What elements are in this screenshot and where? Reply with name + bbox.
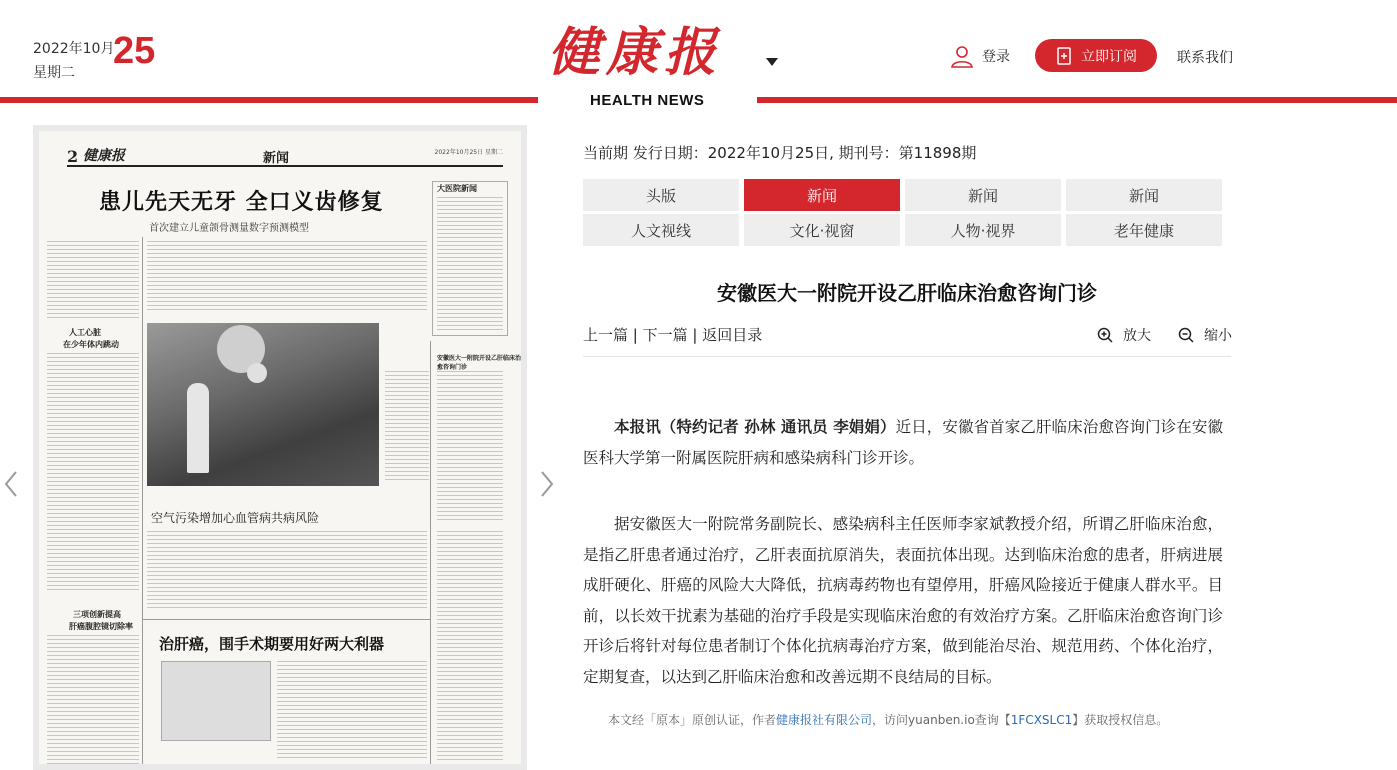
- tab-humanities[interactable]: 人文视线: [583, 214, 739, 246]
- paper-side-head1b: 在少年体内跳动: [63, 340, 119, 349]
- photo-balloon: [247, 363, 267, 383]
- newspaper-page: [39, 131, 521, 764]
- paper-date: 2022年10月25日 星期二: [434, 149, 503, 156]
- paper-figure-box: [161, 661, 271, 741]
- paper-head2: 空气污染增加心血管病共病风险: [151, 511, 320, 525]
- contact-us-link[interactable]: 联系我们: [1177, 50, 1233, 66]
- paper-box-head2: 安徽医大一附院开设乙肝临床治愈咨询门诊: [437, 355, 521, 371]
- header-red-rule-right: [757, 97, 1397, 103]
- paper-section: 新闻: [263, 151, 290, 166]
- zoom-out-button[interactable]: [1178, 325, 1232, 345]
- back-to-index-link[interactable]: 返回目录: [702, 326, 763, 344]
- issue-info: 当前期 发行日期：2022年10月25日, 期刊号：第11898期: [583, 144, 977, 162]
- zoom-out-icon: [1178, 327, 1194, 343]
- paper-side-head2b: 肝癌腹腔镜切除率: [69, 622, 133, 631]
- zoom-in-icon: [1097, 327, 1113, 343]
- zoom-out-label: 缩小: [1204, 328, 1232, 344]
- tab-news-active[interactable]: 新闻: [744, 179, 900, 211]
- paper-page-number: 2: [67, 147, 79, 166]
- nav-separator: |: [692, 326, 703, 344]
- logo-english: HEALTH NEWS: [590, 92, 705, 109]
- paper-photo: [147, 323, 379, 486]
- zoom-in-button[interactable]: [1097, 325, 1151, 345]
- paper-masthead: [67, 145, 503, 167]
- site-logo[interactable]: [548, 20, 748, 86]
- copyright-note: [608, 711, 1168, 728]
- article-divider: [583, 356, 1231, 357]
- copyright-suffix: 】获取授权信息。: [1072, 713, 1169, 727]
- article-nav: [583, 324, 762, 345]
- subscribe-doc-icon: [1055, 47, 1073, 65]
- subscribe-label: 立即订阅: [1081, 48, 1137, 65]
- author-link[interactable]: 健康报社有限公司: [776, 713, 873, 727]
- paper-side-head1: 人工心脏: [69, 328, 101, 337]
- auth-code: 1FCXSLC1: [1010, 713, 1073, 727]
- paper-headline: 患儿先天无牙 全口义齿修复: [99, 190, 384, 215]
- next-page-arrow-icon[interactable]: [540, 470, 554, 498]
- tab-people[interactable]: 人物·视界: [905, 214, 1061, 246]
- tab-news-4[interactable]: 新闻: [1066, 179, 1222, 211]
- paper-head3: 治肝癌，围手术期要用好两大利器: [159, 635, 385, 653]
- paper-text-block: [437, 531, 503, 761]
- edition-dropdown-caret-icon[interactable]: [766, 58, 778, 66]
- photo-figure: [187, 383, 209, 473]
- date-day: 25: [113, 30, 156, 72]
- tab-toutiao[interactable]: 头版: [583, 179, 739, 211]
- article-paragraph-2: 据安徽医大一附院常务副院长、感染病科主任医师李家斌教授介绍，所谓乙肝临床治愈，是指乙肝患者通过治疗，乙肝表面抗原消失，表面抗体出现。达到临床治愈的患者，肝病进展成肝硬化、肝癌的风险大大降低，抗病毒药物也有望停用，肝癌风险接近于健康人群水平。目前，以长效干扰素为基础的治疗手段是实现临床治愈的有效治疗方案。乙肝临床治愈咨询门诊开诊后将针对每位患者制订个体化抗病毒治疗方案，做到能治尽治、规范用药、个体化治疗，定期复查，以达到乙肝临床治愈和改善远期不良结局的目标。: [583, 515, 1223, 686]
- paper-text-block: [147, 241, 427, 313]
- copyright-mid: ，访问yuanben.io查询【: [872, 713, 1011, 727]
- article-paragraph-1: [583, 412, 1223, 473]
- header-red-rule-left: [0, 97, 538, 103]
- paper-column-rule: [430, 341, 431, 764]
- next-article-link[interactable]: 下一篇: [642, 326, 688, 344]
- tab-elderly-health[interactable]: 老年健康: [1066, 214, 1222, 246]
- paper-rule: [143, 619, 431, 620]
- logo-chinese: 健康报: [548, 22, 723, 83]
- subscribe-button[interactable]: [1035, 39, 1157, 72]
- paper-text-block: [147, 531, 427, 611]
- paper-subhead: 首次建立儿童颌骨测量数字预测模型: [149, 223, 309, 234]
- prev-page-arrow-icon[interactable]: [4, 470, 18, 498]
- paper-text-block: [437, 197, 503, 332]
- newspaper-page-image[interactable]: [33, 125, 527, 770]
- article-byline: 本报讯（特约记者 孙林 通讯员 李娟娟）: [614, 418, 896, 436]
- nav-separator: |: [632, 326, 643, 344]
- paper-logo: 健康报: [83, 148, 125, 164]
- paper-text-block: [385, 371, 429, 481]
- date-block: [33, 38, 114, 82]
- paper-text-block: [437, 371, 503, 521]
- login-link[interactable]: [950, 44, 1010, 68]
- paper-column-rule: [142, 237, 143, 764]
- paper-box-head: 大医院新闻: [437, 184, 477, 193]
- paper-side-head2: 三项创新提高: [73, 610, 121, 619]
- section-tabs: [583, 179, 1223, 246]
- tab-news-3[interactable]: 新闻: [905, 179, 1061, 211]
- article-title: 安徽医大一附院开设乙肝临床治愈咨询门诊: [717, 281, 1097, 305]
- paper-text-block: [47, 635, 139, 764]
- prev-article-link[interactable]: 上一篇: [583, 326, 629, 344]
- paper-text-block: [47, 241, 139, 321]
- paper-text-block: [47, 353, 139, 593]
- date-year-month: 2022年10月: [33, 41, 115, 57]
- copyright-prefix: 本文经「原本」原创认证，作者: [608, 713, 777, 727]
- user-icon: [950, 44, 974, 68]
- zoom-in-label: 放大: [1123, 328, 1151, 344]
- article-paragraph-1-text: 近日，安徽省首家乙肝临床治愈咨询门诊在安徽医科大学第一附属医院肝病和感染病科门诊开诊。: [583, 418, 1223, 467]
- paper-text-block: [277, 661, 427, 761]
- tab-culture[interactable]: 文化·视窗: [744, 214, 900, 246]
- date-weekday: 星期二: [33, 65, 75, 81]
- login-label: 登录: [982, 49, 1010, 65]
